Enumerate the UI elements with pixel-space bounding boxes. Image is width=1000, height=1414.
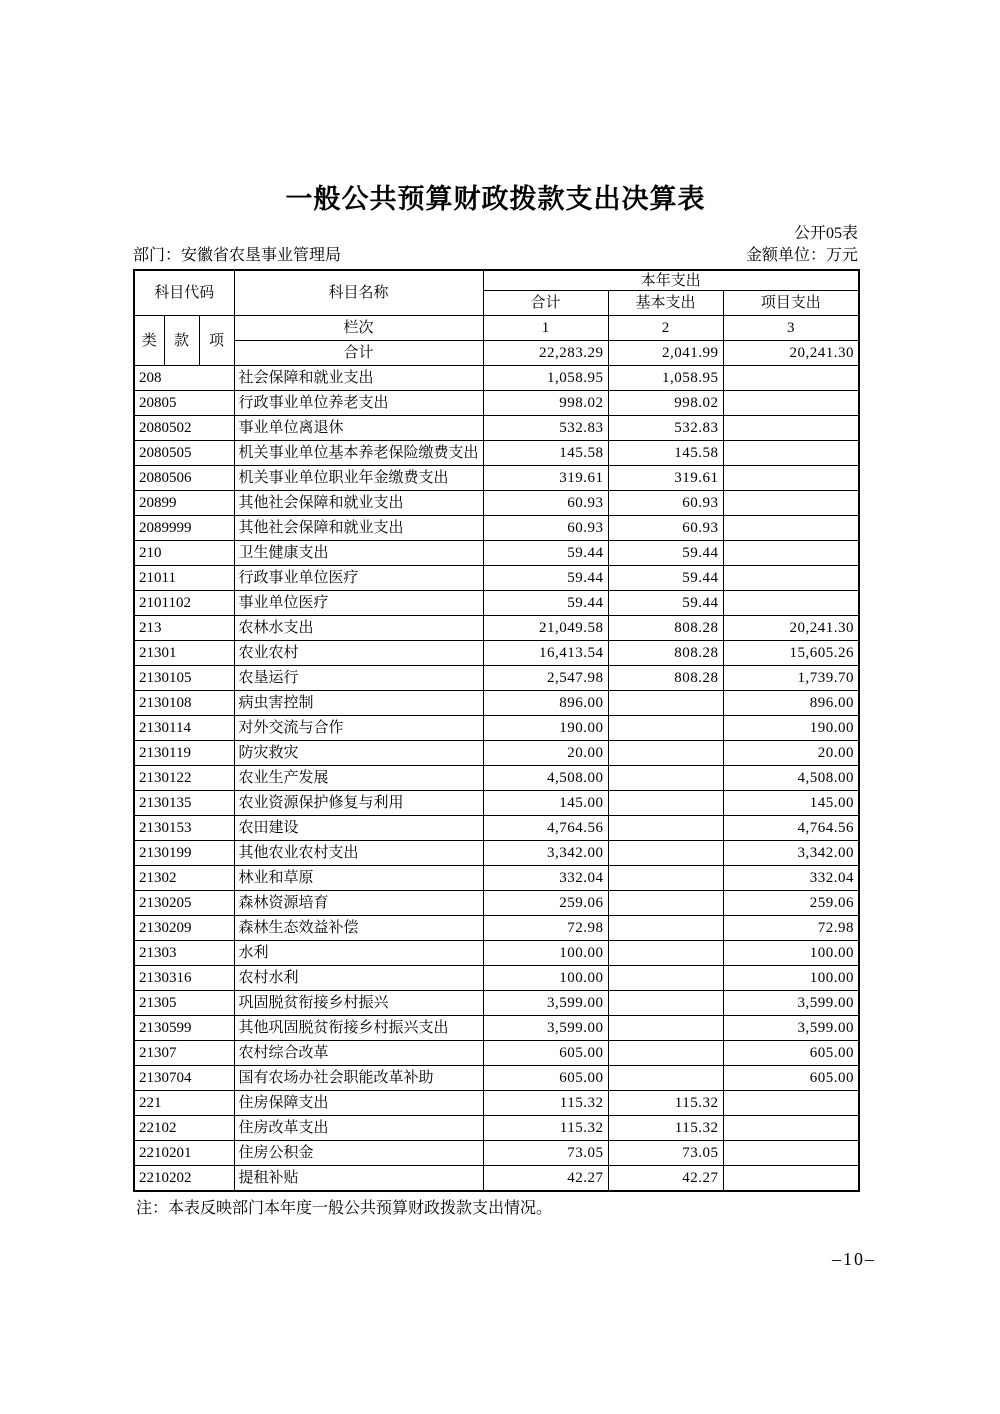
- table-row: [134, 1091, 859, 1116]
- project-expenditure-cell: 3,599.00: [723, 1016, 859, 1041]
- total-value-cell: 896.00: [483, 691, 608, 716]
- basic-expenditure-cell: [608, 916, 723, 941]
- basic-expenditure-cell: 998.02: [608, 391, 723, 416]
- subject-name-cell: 病虫害控制: [234, 691, 483, 716]
- table-row: [134, 441, 859, 466]
- total-value-cell: 21,049.58: [483, 616, 608, 641]
- grand-total-row: [134, 341, 859, 366]
- project-expenditure-cell: 20,241.30: [723, 616, 859, 641]
- subject-name-cell: 农村综合改革: [234, 1041, 483, 1066]
- table-row: [134, 816, 859, 841]
- header-row-column-index: [134, 316, 859, 341]
- total-value-cell: 115.32: [483, 1116, 608, 1141]
- project-expenditure-cell: 190.00: [723, 716, 859, 741]
- basic-expenditure-cell: 59.44: [608, 566, 723, 591]
- subject-code-cell: 2101102: [134, 591, 234, 616]
- project-expenditure-cell: 145.00: [723, 791, 859, 816]
- total-value-cell: 3,342.00: [483, 841, 608, 866]
- table-row: [134, 891, 859, 916]
- basic-expenditure-cell: [608, 766, 723, 791]
- basic-expenditure-cell: 60.93: [608, 491, 723, 516]
- header-column-2: 2: [608, 316, 723, 341]
- grand-total-project-value: 20,241.30: [723, 341, 859, 366]
- basic-expenditure-cell: [608, 891, 723, 916]
- subject-code-cell: 2130153: [134, 816, 234, 841]
- subject-code-cell: 2130119: [134, 741, 234, 766]
- total-value-cell: 1,058.95: [483, 366, 608, 391]
- basic-expenditure-cell: 59.44: [608, 541, 723, 566]
- project-expenditure-cell: 3,599.00: [723, 991, 859, 1016]
- total-value-cell: 73.05: [483, 1141, 608, 1166]
- total-value-cell: 60.93: [483, 516, 608, 541]
- project-expenditure-cell: [723, 441, 859, 466]
- total-value-cell: 605.00: [483, 1066, 608, 1091]
- page-title: 一般公共预算财政拨款支出决算表: [285, 184, 706, 214]
- total-value-cell: 20.00: [483, 741, 608, 766]
- project-expenditure-cell: [723, 1166, 859, 1192]
- subject-code-cell: 21301: [134, 641, 234, 666]
- basic-expenditure-cell: 1,058.95: [608, 366, 723, 391]
- table-row: [134, 1116, 859, 1141]
- subject-code-cell: 213: [134, 616, 234, 641]
- header-class: 类: [134, 316, 164, 366]
- subject-name-cell: 住房改革支出: [234, 1116, 483, 1141]
- subject-code-cell: 2130704: [134, 1066, 234, 1091]
- header-item: 项: [199, 316, 234, 366]
- basic-expenditure-cell: 73.05: [608, 1141, 723, 1166]
- total-value-cell: 3,599.00: [483, 1016, 608, 1041]
- project-expenditure-cell: 4,508.00: [723, 766, 859, 791]
- table-row: [134, 741, 859, 766]
- subject-code-cell: 2130205: [134, 891, 234, 916]
- project-expenditure-cell: 605.00: [723, 1066, 859, 1091]
- subject-name-cell: 农业农村: [234, 641, 483, 666]
- table-row: [134, 966, 859, 991]
- total-value-cell: 72.98: [483, 916, 608, 941]
- table-row: [134, 1141, 859, 1166]
- total-value-cell: 190.00: [483, 716, 608, 741]
- basic-expenditure-cell: 115.32: [608, 1091, 723, 1116]
- header-current-year-expenditure: 本年支出: [483, 270, 859, 291]
- basic-expenditure-cell: [608, 941, 723, 966]
- table-row: [134, 916, 859, 941]
- table-row: [134, 566, 859, 591]
- total-value-cell: 59.44: [483, 566, 608, 591]
- basic-expenditure-cell: [608, 716, 723, 741]
- header-column-1: 1: [483, 316, 608, 341]
- subject-code-cell: 2089999: [134, 516, 234, 541]
- subject-name-cell: 住房保障支出: [234, 1091, 483, 1116]
- basic-expenditure-cell: [608, 791, 723, 816]
- table-row: [134, 866, 859, 891]
- basic-expenditure-cell: [608, 1016, 723, 1041]
- total-value-cell: 4,764.56: [483, 816, 608, 841]
- department-label: 部门：安徽省农垦事业管理局: [133, 247, 342, 264]
- subject-name-cell: 农垦运行: [234, 666, 483, 691]
- table-row: [134, 466, 859, 491]
- basic-expenditure-cell: [608, 1041, 723, 1066]
- header-column-3: 3: [723, 316, 859, 341]
- grand-total-label: 合计: [234, 341, 483, 366]
- basic-expenditure-cell: 808.28: [608, 616, 723, 641]
- header-row-1: [134, 270, 859, 291]
- subject-code-cell: 2080502: [134, 416, 234, 441]
- project-expenditure-cell: [723, 366, 859, 391]
- subject-name-cell: 林业和草原: [234, 866, 483, 891]
- subject-code-cell: 2080505: [134, 441, 234, 466]
- subject-name-cell: 其他社会保障和就业支出: [234, 491, 483, 516]
- basic-expenditure-cell: [608, 966, 723, 991]
- subject-code-cell: 2130599: [134, 1016, 234, 1041]
- project-expenditure-cell: [723, 1141, 859, 1166]
- header-subject-code: 科目代码: [134, 270, 234, 316]
- subject-code-cell: 2130135: [134, 791, 234, 816]
- basic-expenditure-cell: [608, 816, 723, 841]
- basic-expenditure-cell: 808.28: [608, 641, 723, 666]
- total-value-cell: 145.00: [483, 791, 608, 816]
- amount-unit-label: 金额单位：万元: [745, 247, 858, 264]
- subject-code-cell: 210: [134, 541, 234, 566]
- subject-code-cell: 21305: [134, 991, 234, 1016]
- project-expenditure-cell: [723, 541, 859, 566]
- table-row: [134, 841, 859, 866]
- project-expenditure-cell: 20.00: [723, 741, 859, 766]
- total-value-cell: 115.32: [483, 1091, 608, 1116]
- subject-code-cell: 2210201: [134, 1141, 234, 1166]
- subject-name-cell: 卫生健康支出: [234, 541, 483, 566]
- subject-name-cell: 提租补贴: [234, 1166, 483, 1192]
- subject-name-cell: 森林生态效益补偿: [234, 916, 483, 941]
- subject-name-cell: 机关事业单位基本养老保险缴费支出: [234, 441, 483, 466]
- basic-expenditure-cell: 115.32: [608, 1116, 723, 1141]
- basic-expenditure-cell: 60.93: [608, 516, 723, 541]
- project-expenditure-cell: 3,342.00: [723, 841, 859, 866]
- project-expenditure-cell: [723, 491, 859, 516]
- project-expenditure-cell: 259.06: [723, 891, 859, 916]
- expenditure-table: [133, 269, 860, 1192]
- basic-expenditure-cell: 42.27: [608, 1166, 723, 1192]
- subject-name-cell: 其他巩固脱贫衔接乡村振兴支出: [234, 1016, 483, 1041]
- table-header-block: [134, 270, 859, 366]
- subject-name-cell: 住房公积金: [234, 1141, 483, 1166]
- subject-code-cell: 21307: [134, 1041, 234, 1066]
- page-number: –10–: [832, 1249, 876, 1269]
- subject-name-cell: 巩固脱贫衔接乡村振兴: [234, 991, 483, 1016]
- total-value-cell: 605.00: [483, 1041, 608, 1066]
- total-value-cell: 59.44: [483, 541, 608, 566]
- table-row: [134, 1041, 859, 1066]
- table-row: [134, 591, 859, 616]
- project-expenditure-cell: 896.00: [723, 691, 859, 716]
- project-expenditure-cell: [723, 391, 859, 416]
- subject-code-cell: 20805: [134, 391, 234, 416]
- subject-code-cell: 2130114: [134, 716, 234, 741]
- subject-name-cell: 水利: [234, 941, 483, 966]
- project-expenditure-cell: [723, 566, 859, 591]
- basic-expenditure-cell: [608, 1066, 723, 1091]
- total-value-cell: 2,547.98: [483, 666, 608, 691]
- total-value-cell: 332.04: [483, 866, 608, 891]
- table-row: [134, 416, 859, 441]
- project-expenditure-cell: 15,605.26: [723, 641, 859, 666]
- project-expenditure-cell: [723, 1116, 859, 1141]
- project-expenditure-cell: 1,739.70: [723, 666, 859, 691]
- basic-expenditure-cell: [608, 841, 723, 866]
- header-project-expenditure: 项目支出: [723, 291, 859, 316]
- subject-code-cell: 208: [134, 366, 234, 391]
- subject-name-cell: 森林资源培育: [234, 891, 483, 916]
- subject-name-cell: 农田建设: [234, 816, 483, 841]
- header-basic-expenditure: 基本支出: [608, 291, 723, 316]
- project-expenditure-cell: [723, 466, 859, 491]
- subject-code-cell: 22102: [134, 1116, 234, 1141]
- subject-name-cell: 对外交流与合作: [234, 716, 483, 741]
- table-row: [134, 691, 859, 716]
- project-expenditure-cell: 72.98: [723, 916, 859, 941]
- total-value-cell: 259.06: [483, 891, 608, 916]
- total-value-cell: 3,599.00: [483, 991, 608, 1016]
- meta-row: [133, 246, 858, 265]
- total-value-cell: 319.61: [483, 466, 608, 491]
- table-row: [134, 541, 859, 566]
- total-value-cell: 100.00: [483, 941, 608, 966]
- subject-code-cell: 2130209: [134, 916, 234, 941]
- table-row: [134, 491, 859, 516]
- total-value-cell: 532.83: [483, 416, 608, 441]
- table-body: [134, 366, 859, 1192]
- basic-expenditure-cell: 808.28: [608, 666, 723, 691]
- form-number-label: 公开05表: [793, 225, 858, 242]
- subject-code-cell: 20899: [134, 491, 234, 516]
- header-subject-name: 科目名称: [234, 270, 483, 316]
- subject-name-cell: 农业资源保护修复与利用: [234, 791, 483, 816]
- total-value-cell: 16,413.54: [483, 641, 608, 666]
- subject-code-cell: 2130105: [134, 666, 234, 691]
- basic-expenditure-cell: [608, 991, 723, 1016]
- table-row: [134, 516, 859, 541]
- subject-name-cell: 行政事业单位养老支出: [234, 391, 483, 416]
- project-expenditure-cell: 605.00: [723, 1041, 859, 1066]
- table-row: [134, 366, 859, 391]
- subject-code-cell: 21303: [134, 941, 234, 966]
- subject-name-cell: 行政事业单位医疗: [234, 566, 483, 591]
- project-expenditure-cell: [723, 591, 859, 616]
- subject-code-cell: 2210202: [134, 1166, 234, 1192]
- subject-name-cell: 其他社会保障和就业支出: [234, 516, 483, 541]
- table-row: [134, 941, 859, 966]
- table-row: [134, 666, 859, 691]
- subject-name-cell: 社会保障和就业支出: [234, 366, 483, 391]
- total-value-cell: 998.02: [483, 391, 608, 416]
- header-section: 款: [164, 316, 199, 366]
- total-value-cell: 59.44: [483, 591, 608, 616]
- subject-code-cell: 2130199: [134, 841, 234, 866]
- project-expenditure-cell: [723, 516, 859, 541]
- project-expenditure-cell: 332.04: [723, 866, 859, 891]
- total-value-cell: 60.93: [483, 491, 608, 516]
- header-column-label: 栏次: [234, 316, 483, 341]
- subject-name-cell: 农林水支出: [234, 616, 483, 641]
- project-expenditure-cell: 100.00: [723, 941, 859, 966]
- subject-name-cell: 其他农业农村支出: [234, 841, 483, 866]
- project-expenditure-cell: [723, 416, 859, 441]
- total-value-cell: 42.27: [483, 1166, 608, 1192]
- subject-code-cell: 2080506: [134, 466, 234, 491]
- total-value-cell: 4,508.00: [483, 766, 608, 791]
- subject-name-cell: 国有农场办社会职能改革补助: [234, 1066, 483, 1091]
- basic-expenditure-cell: [608, 866, 723, 891]
- subject-code-cell: 2130316: [134, 966, 234, 991]
- subject-name-cell: 农村水利: [234, 966, 483, 991]
- table-row: [134, 991, 859, 1016]
- subject-code-cell: 21011: [134, 566, 234, 591]
- basic-expenditure-cell: [608, 691, 723, 716]
- document-content: [133, 183, 858, 1218]
- subject-code-cell: 2130108: [134, 691, 234, 716]
- table-row: [134, 1166, 859, 1192]
- grand-total-value: 22,283.29: [483, 341, 608, 366]
- subject-code-cell: 21302: [134, 866, 234, 891]
- header-total: 合计: [483, 291, 608, 316]
- table-row: [134, 791, 859, 816]
- table-note: 注：本表反映部门本年度一般公共预算财政拨款支出情况。: [136, 1200, 553, 1217]
- table-row: [134, 641, 859, 666]
- subject-name-cell: 事业单位医疗: [234, 591, 483, 616]
- table-row: [134, 766, 859, 791]
- grand-total-basic-value: 2,041.99: [608, 341, 723, 366]
- total-value-cell: 145.58: [483, 441, 608, 466]
- basic-expenditure-cell: 319.61: [608, 466, 723, 491]
- table-row: [134, 616, 859, 641]
- table-row: [134, 716, 859, 741]
- total-value-cell: 100.00: [483, 966, 608, 991]
- subject-name-cell: 防灾救灾: [234, 741, 483, 766]
- project-expenditure-cell: 100.00: [723, 966, 859, 991]
- project-expenditure-cell: 4,764.56: [723, 816, 859, 841]
- basic-expenditure-cell: 59.44: [608, 591, 723, 616]
- table-row: [134, 1066, 859, 1091]
- subject-name-cell: 机关事业单位职业年金缴费支出: [234, 466, 483, 491]
- basic-expenditure-cell: 145.58: [608, 441, 723, 466]
- subject-code-cell: 221: [134, 1091, 234, 1116]
- project-expenditure-cell: [723, 1091, 859, 1116]
- subject-code-cell: 2130122: [134, 766, 234, 791]
- basic-expenditure-cell: 532.83: [608, 416, 723, 441]
- table-row: [134, 1016, 859, 1041]
- basic-expenditure-cell: [608, 741, 723, 766]
- subject-name-cell: 事业单位离退休: [234, 416, 483, 441]
- subject-name-cell: 农业生产发展: [234, 766, 483, 791]
- table-row: [134, 391, 859, 416]
